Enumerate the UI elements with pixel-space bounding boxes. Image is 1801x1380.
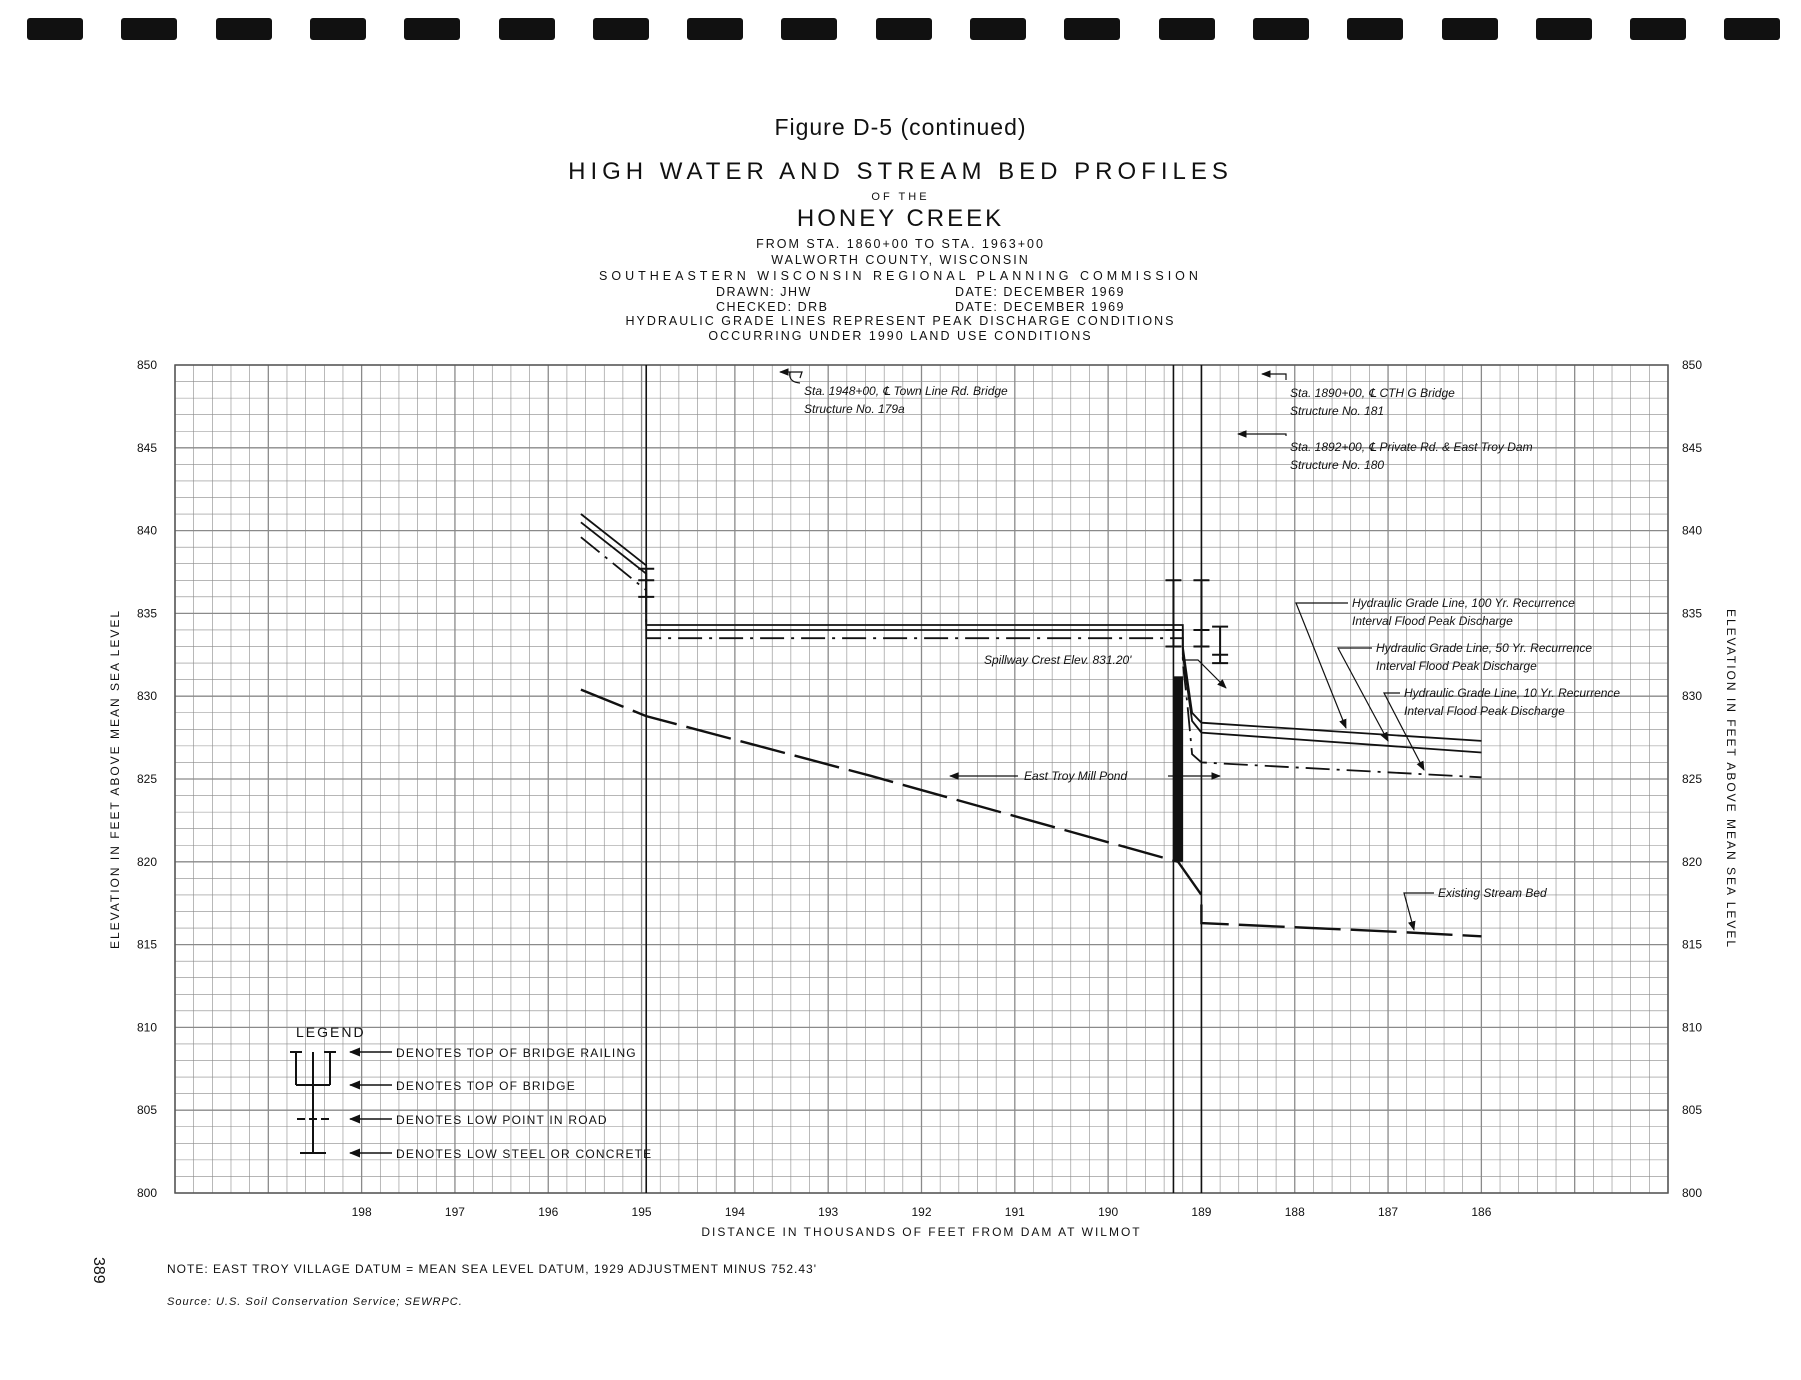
annotation-sta1890: Sta. 1890+00, ℄ CTH G Bridge	[1290, 386, 1455, 400]
legend-item: DENOTES TOP OF BRIDGE RAILING	[396, 1046, 637, 1060]
y-tick-left: 810	[136, 1020, 157, 1035]
annotation-sta1948: Sta. 1948+00, ℄ Town Line Rd. Bridge	[804, 384, 1008, 398]
annotation-hgl100-arrow	[1296, 603, 1348, 728]
annotation-stream-bed: Existing Stream Bed	[1438, 886, 1547, 900]
y-tick-left: 820	[136, 854, 157, 869]
y-axis-label-left: ELEVATION IN FEET ABOVE MEAN SEA LEVEL	[108, 608, 122, 950]
y-tick-left: 835	[136, 606, 157, 621]
annotation-mill-pond: East Troy Mill Pond	[1024, 769, 1128, 783]
x-tick-label: 190	[1098, 1205, 1119, 1219]
hydraulic-note-2: OCCURRING UNDER 1990 LAND USE CONDITIONS	[708, 329, 1093, 343]
x-tick-label: 197	[444, 1205, 465, 1219]
annotation-sta1948: Structure No. 179a	[804, 402, 905, 416]
y-tick-right: 810	[1682, 1020, 1703, 1035]
y-axis-label-right: ELEVATION IN FEET ABOVE MEAN SEA LEVEL	[1724, 608, 1738, 950]
chart-subtitle: HIGH WATER AND STREAM BED PROFILES	[568, 158, 1233, 185]
annotation-sta1892: Sta. 1892+00, ℄ Private Rd. & East Troy Dam	[1290, 440, 1533, 454]
y-tick-left: 830	[136, 689, 157, 704]
date-checked: DATE: DECEMBER 1969	[955, 300, 1125, 314]
x-axis-label: DISTANCE IN THOUSANDS OF FEET FROM DAM AT WILMOT	[701, 1225, 1142, 1239]
y-tick-right: 820	[1682, 854, 1703, 869]
y-tick-right: 800	[1682, 1186, 1703, 1200]
date-drawn: DATE: DECEMBER 1969	[955, 285, 1125, 299]
annotation-hgl10: Hydraulic Grade Line, 10 Yr. Recurrence	[1404, 686, 1621, 700]
dam-block	[1173, 676, 1183, 861]
hydraulic-note-1: HYDRAULIC GRADE LINES REPRESENT PEAK DISCHARGE CONDITIONS	[625, 314, 1176, 328]
county-label: WALWORTH COUNTY, WISCONSIN	[771, 253, 1030, 267]
x-tick-label: 193	[818, 1205, 839, 1219]
x-tick-label: 188	[1284, 1205, 1305, 1219]
x-tick-label: 196	[538, 1205, 559, 1219]
y-tick-left: 805	[136, 1103, 157, 1118]
x-tick-label: 194	[724, 1205, 745, 1219]
creek-name: HONEY CREEK	[796, 205, 1005, 232]
annotation-hgl100: Hydraulic Grade Line, 100 Yr. Recurrence	[1352, 596, 1575, 610]
y-tick-right: 845	[1682, 440, 1703, 455]
legend-item: DENOTES TOP OF BRIDGE	[396, 1079, 576, 1093]
annotation-spillway: Spillway Crest Elev. 831.20'	[984, 653, 1132, 667]
of-the-label: OF THE	[871, 191, 930, 203]
y-tick-left: 825	[136, 772, 157, 786]
x-tick-label: 191	[1004, 1205, 1025, 1219]
x-tick-label: 186	[1471, 1205, 1492, 1219]
chart-grid	[175, 365, 1668, 1193]
source-note: Source: U.S. Soil Conservation Service; SEWRPC.	[167, 1296, 463, 1308]
x-tick-label: 187	[1378, 1205, 1399, 1219]
legend-item: DENOTES LOW POINT IN ROAD	[396, 1113, 608, 1127]
annotation-hgl10: Interval Flood Peak Discharge	[1404, 704, 1565, 718]
y-tick-right: 830	[1682, 689, 1703, 704]
y-tick-right: 840	[1682, 523, 1703, 538]
drawn-by: DRAWN: JHW	[716, 285, 812, 299]
figure-title: Figure D-5 (continued)	[774, 114, 1027, 140]
y-tick-right: 835	[1682, 606, 1703, 621]
checked-by: CHECKED: DRB	[716, 300, 829, 314]
y-tick-left: 815	[136, 937, 157, 952]
x-tick-label: 192	[911, 1205, 932, 1219]
y-tick-right: 825	[1682, 772, 1703, 786]
datum-note: NOTE: EAST TROY VILLAGE DATUM = MEAN SEA LEVEL DATUM, 1929 ADJUSTMENT MINUS 752.43'	[167, 1262, 818, 1276]
annotation-hgl50: Interval Flood Peak Discharge	[1376, 659, 1537, 673]
station-range: FROM STA. 1860+00 TO STA. 1963+00	[756, 237, 1045, 251]
legend-title: LEGEND	[296, 1024, 366, 1040]
annotation-sta1890: Structure No. 181	[1290, 404, 1385, 418]
y-tick-left: 800	[136, 1186, 157, 1200]
annotation-sta1892: Structure No. 180	[1290, 458, 1385, 472]
annotation-hgl100: Interval Flood Peak Discharge	[1352, 614, 1513, 628]
y-tick-right: 815	[1682, 937, 1703, 952]
x-tick-label: 198	[351, 1205, 372, 1219]
legend-item: DENOTES LOW STEEL OR CONCRETE	[396, 1147, 653, 1161]
y-tick-left: 845	[136, 440, 157, 455]
x-tick-label: 189	[1191, 1205, 1212, 1219]
y-tick-right: 805	[1682, 1103, 1703, 1118]
y-tick-left: 850	[136, 358, 157, 372]
annotation-hgl50: Hydraulic Grade Line, 50 Yr. Recurrence	[1376, 641, 1593, 655]
commission-label: SOUTHEASTERN WISCONSIN REGIONAL PLANNING COMMISSION	[599, 269, 1202, 283]
annotation-sta1890-arrow	[1262, 374, 1286, 380]
page-number: 389	[90, 1257, 107, 1284]
x-tick-label: 195	[631, 1205, 652, 1219]
y-tick-right: 850	[1682, 358, 1703, 372]
y-tick-left: 840	[136, 523, 157, 538]
annotation-sta1892-arrow	[1238, 434, 1286, 436]
